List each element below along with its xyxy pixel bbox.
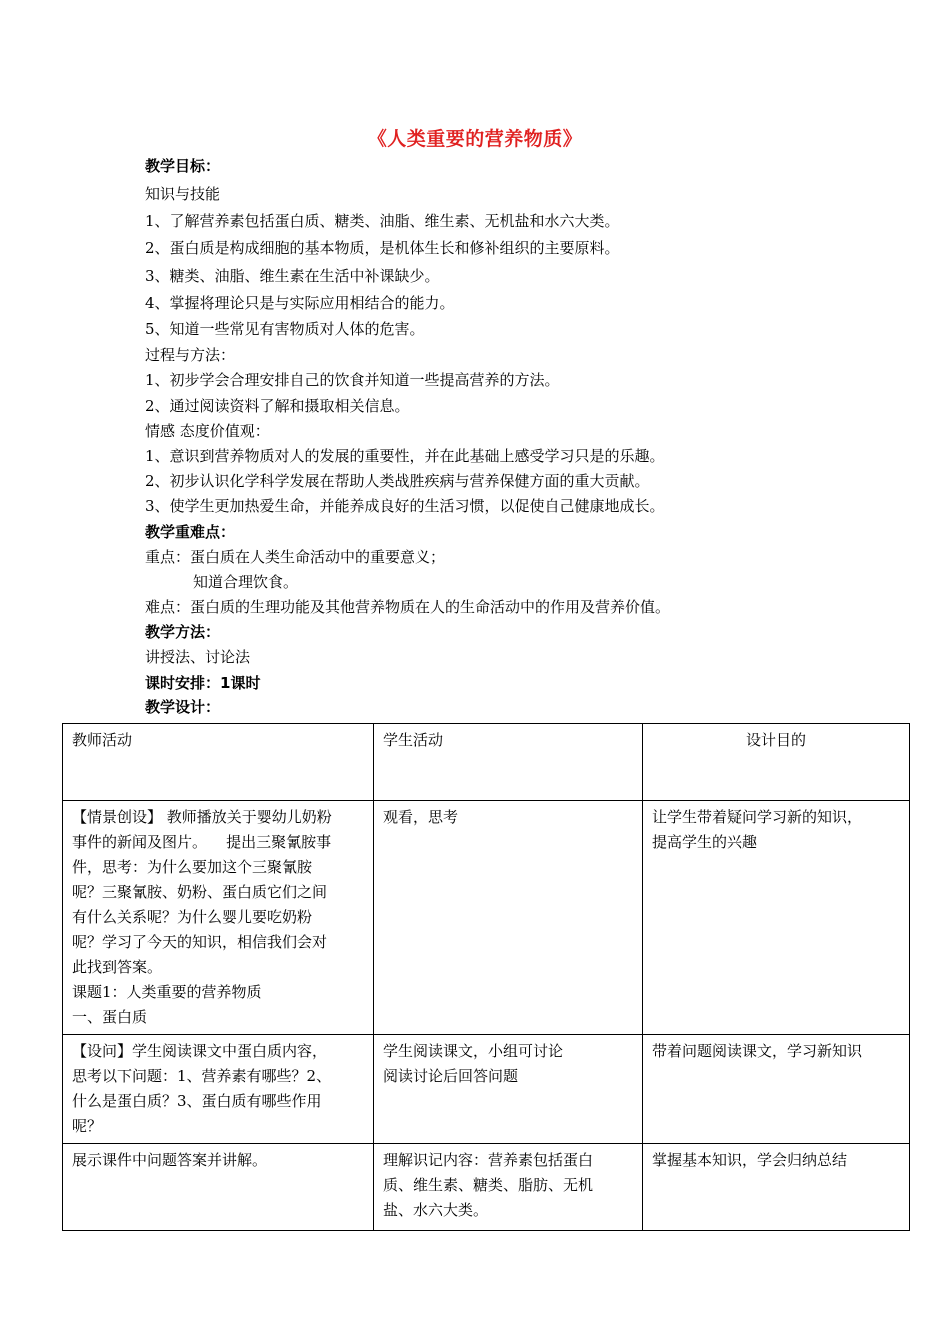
- knowledge-heading: 知识与技能: [145, 185, 221, 203]
- process-heading: 过程与方法：: [145, 346, 236, 364]
- objectives-heading: 教学目标：: [145, 157, 221, 175]
- cell-line: 课题1：人类重要的营养物质: [72, 983, 262, 1001]
- cell-line: 什么是蛋白质？3、蛋白质有哪些作用: [72, 1092, 322, 1110]
- cell-line: 理解识记内容：营养素包括蛋白: [383, 1151, 594, 1169]
- knowledge-item: 3、糖类、油脂、维生素在生活中补课缺少。: [145, 267, 440, 285]
- cell-line: 阅读讨论后回答问题: [383, 1067, 519, 1085]
- emotion-item: 2、初步认识化学科学发展在帮助人类战胜疾病与营养保健方面的重大贡献。: [145, 472, 650, 490]
- process-item: 1、初步学会合理安排自己的饮食并知道一些提高营养的方法。: [145, 371, 560, 389]
- cell-line: 思考以下问题：1、营养素有哪些？2、: [72, 1067, 332, 1085]
- teacher-activity-cell: [63, 1035, 374, 1144]
- student-activity-cell: [374, 1144, 643, 1231]
- key-point-line: 知道合理饮食。: [193, 573, 299, 591]
- cell-line: 学生阅读课文，小组可讨论: [383, 1042, 564, 1060]
- cell-line: 【设问】学生阅读课文中蛋白质内容，: [72, 1042, 328, 1060]
- cell-line: 有什么关系呢？为什么婴儿要吃奶粉: [72, 908, 313, 926]
- cell-line: 件，思考：为什么要加这个三聚氰胺: [72, 858, 313, 876]
- process-item: 2、通过阅读资料了解和摄取相关信息。: [145, 397, 410, 415]
- cell-line: 展示课件中问题答案并讲解。: [72, 1151, 268, 1169]
- table-header-row: [63, 724, 910, 801]
- cell-line: 盐、水六大类。: [383, 1201, 489, 1219]
- header-teacher-activity: 教师活动: [63, 724, 374, 801]
- cell-line: 事件的新闻及图片。 提出三聚氰胺事: [72, 833, 332, 851]
- design-purpose-cell: [643, 1035, 910, 1144]
- teaching-design-table: [62, 723, 910, 1231]
- table-row: [63, 1035, 910, 1144]
- cell-line: 带着问题阅读课文，学习新知识: [652, 1042, 863, 1060]
- document-title: 《人类重要的营养物质》: [367, 128, 583, 150]
- key-point-line: 重点：蛋白质在人类生命活动中的重要意义；: [145, 548, 446, 566]
- knowledge-item: 4、掌握将理论只是与实际应用相结合的能力。: [145, 294, 455, 312]
- cell-line: 此找到答案。: [72, 958, 163, 976]
- cell-line: 呢？三聚氰胺、奶粉、蛋白质它们之间: [72, 883, 328, 901]
- design-heading: 教学设计：: [145, 698, 221, 716]
- method-heading: 教学方法：: [145, 623, 221, 641]
- cell-line: 掌握基本知识，学会归纳总结: [652, 1151, 848, 1169]
- design-purpose-cell: [643, 801, 910, 1035]
- cell-line: 呢？学习了今天的知识，相信我们会对: [72, 933, 328, 951]
- header-design-purpose: 设计目的: [643, 724, 910, 801]
- student-activity-cell: [374, 801, 643, 1035]
- cell-line: 观看，思考: [383, 808, 459, 826]
- cell-line: 质、维生素、糖类、脂肪、无机: [383, 1176, 594, 1194]
- student-activity-cell: [374, 1035, 643, 1144]
- teacher-activity-cell: [63, 801, 374, 1035]
- table-row: [63, 1144, 910, 1231]
- cell-line: 让学生带着疑问学习新的知识，: [652, 808, 863, 826]
- cell-line: 一、蛋白质: [72, 1008, 148, 1026]
- knowledge-item: 5、知道一些常见有害物质对人体的危害。: [145, 320, 425, 338]
- knowledge-item: 2、蛋白质是构成细胞的基本物质，是机体生长和修补组织的主要原料。: [145, 239, 620, 257]
- key-points-heading: 教学重难点：: [145, 523, 236, 541]
- method-text: 讲授法、讨论法: [145, 648, 251, 666]
- knowledge-item: 1、了解营养素包括蛋白质、糖类、油脂、维生素、无机盐和水六大类。: [145, 212, 620, 230]
- table-row: [63, 801, 910, 1035]
- cell-line: 呢？: [72, 1117, 103, 1135]
- design-purpose-cell: [643, 1144, 910, 1231]
- schedule-line: 课时安排：1课时: [145, 674, 261, 692]
- cell-line: 提高学生的兴趣: [652, 833, 758, 851]
- emotion-heading: 情感 态度价值观：: [145, 422, 270, 440]
- emotion-item: 3、使学生更加热爱生命，并能养成良好的生活习惯，以促使自己健康地成长。: [145, 497, 665, 515]
- difficult-point-line: 难点：蛋白质的生理功能及其他营养物质在人的生命活动中的作用及营养价值。: [145, 598, 671, 616]
- emotion-item: 1、意识到营养物质对人的发展的重要性，并在此基础上感受学习只是的乐趣。: [145, 447, 665, 465]
- cell-line: 【情景创设】 教师播放关于婴幼儿奶粉: [72, 808, 332, 826]
- header-student-activity: 学生活动: [374, 724, 643, 801]
- teacher-activity-cell: [63, 1144, 374, 1231]
